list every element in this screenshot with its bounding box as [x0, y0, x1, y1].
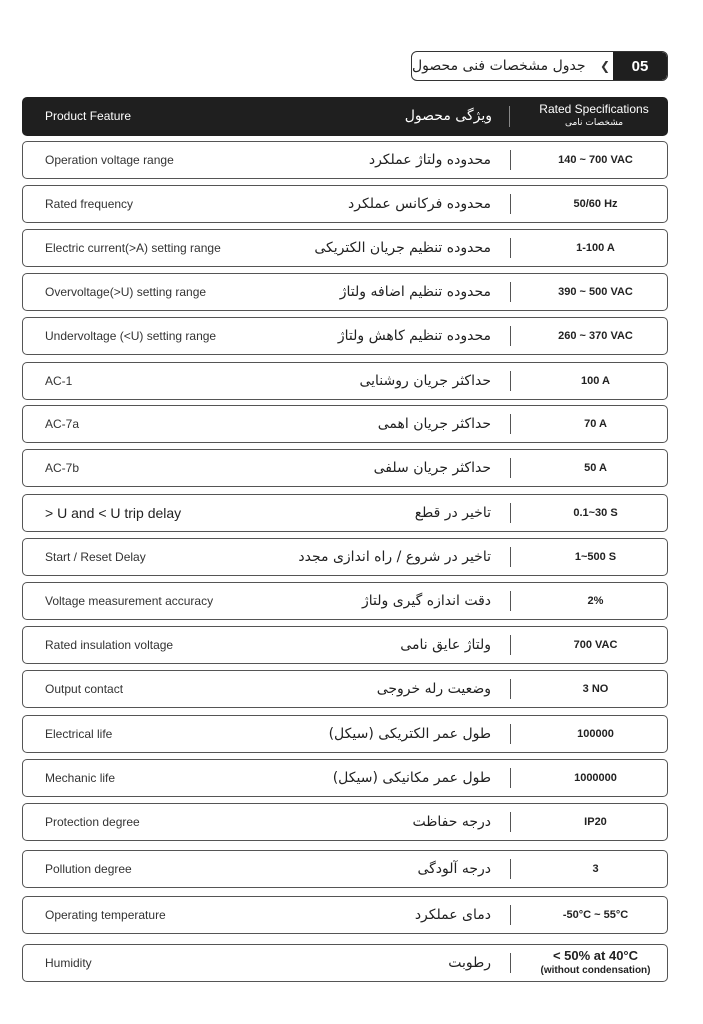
spec-value: 700 VAC — [573, 639, 618, 651]
table-row — [22, 670, 668, 708]
section-title: جدول مشخصات فنی محصول — [412, 58, 586, 74]
spec-value: 260 ~ 370 VAC — [558, 330, 633, 342]
spec-value: 2% — [587, 595, 604, 607]
feature-en: AC-7b — [45, 461, 80, 475]
feature-en: > U and < U trip delay — [45, 505, 182, 521]
feature-en: Mechanic life — [45, 771, 116, 785]
feature-en: Start / Reset Delay — [45, 550, 146, 564]
table-row — [22, 944, 668, 982]
row-divider — [510, 282, 511, 302]
feature-fa: حداکثر جریان روشنایی — [359, 373, 491, 389]
spec-value: 50/60 Hz — [573, 198, 618, 210]
feature-fa: درجه آلودگی — [417, 861, 491, 877]
feature-fa: درجه حفاظت — [412, 814, 491, 830]
feature-en: Protection degree — [45, 815, 140, 829]
feature-fa: محدوده تنظیم اضافه ولتاژ — [339, 284, 491, 300]
table-header — [22, 97, 668, 136]
row-divider — [510, 503, 511, 523]
feature-en: Electrical life — [45, 727, 113, 741]
feature-en: Humidity — [45, 956, 92, 970]
spec-value: 3 — [592, 863, 599, 875]
header-spec — [530, 101, 658, 129]
table-row — [22, 405, 668, 443]
spec-value: 70 A — [584, 418, 607, 430]
row-divider — [510, 194, 511, 214]
feature-fa: تاخیر در شروع / راه اندازی مجدد — [298, 549, 491, 565]
spec-value: 140 ~ 700 VAC — [558, 154, 633, 166]
table-row — [22, 896, 668, 934]
spec-value: 390 ~ 500 VAC — [558, 286, 633, 298]
table-row — [22, 715, 668, 753]
row-divider — [510, 458, 511, 478]
header-feature-fa: ویژگی محصول — [404, 108, 492, 124]
table-row — [22, 362, 668, 400]
row-divider — [510, 547, 511, 567]
feature-en: Undervoltage (<U) setting range — [45, 329, 217, 343]
row-divider — [510, 150, 511, 170]
feature-fa: طول عمر مکانیکی (سیکل) — [332, 770, 491, 786]
spec-value: 50 A — [584, 462, 607, 474]
table-row — [22, 626, 668, 664]
spec-value: IP20 — [584, 816, 607, 828]
feature-fa: تاخیر در قطع — [414, 505, 491, 521]
spec-value: 1-100 A — [576, 242, 615, 254]
section-number: 05 — [613, 52, 667, 80]
feature-en: AC-1 — [45, 374, 73, 388]
feature-fa: طول عمر الکتریکی (سیکل) — [328, 726, 491, 742]
feature-en: Operation voltage range — [45, 153, 174, 167]
table-row — [22, 494, 668, 532]
feature-en: Rated frequency — [45, 197, 134, 211]
row-divider — [510, 326, 511, 346]
table-row — [22, 317, 668, 355]
spec-value: 0.1~30 S — [573, 507, 618, 519]
chevron-left-icon: ❮ — [599, 59, 611, 73]
feature-en: Overvoltage(>U) setting range — [45, 285, 207, 299]
feature-en: Operating temperature — [45, 908, 166, 922]
row-divider — [510, 724, 511, 744]
feature-en: Electric current(>A) setting range — [45, 241, 221, 255]
spec-value-note: (without condensation) — [540, 965, 651, 976]
table-row — [22, 449, 668, 487]
table-row — [22, 759, 668, 797]
feature-en: Voltage measurement accuracy — [45, 594, 214, 608]
row-divider — [510, 859, 511, 879]
table-row — [22, 229, 668, 267]
row-divider — [510, 812, 511, 832]
spec-value: 3 NO — [582, 683, 609, 695]
table-row — [22, 538, 668, 576]
feature-fa: محدوده ولتاژ عملکرد — [368, 152, 491, 168]
header-spec-en: Rated Specifications — [539, 102, 649, 116]
feature-fa: محدوده فرکانس عملکرد — [348, 196, 491, 212]
spec-value: 1000000 — [574, 772, 617, 784]
header-spec-fa: مشخصات نامی — [564, 118, 624, 128]
feature-en: Output contact — [45, 682, 124, 696]
row-divider — [510, 768, 511, 788]
spec-value: 1~500 S — [574, 551, 617, 563]
feature-fa: حداکثر جریان اهمی — [377, 416, 491, 432]
spec-value: 100 A — [581, 375, 610, 387]
table-row — [22, 273, 668, 311]
spec-value — [523, 948, 668, 977]
spec-value: 100000 — [577, 728, 614, 740]
feature-fa: محدوده تنظیم کاهش ولتاژ — [337, 328, 491, 344]
table-row — [22, 141, 668, 179]
row-divider — [510, 953, 511, 973]
header-feature-en: Product Feature — [45, 109, 132, 123]
spec-value: -50°C ~ 55°C — [562, 909, 629, 921]
feature-en: AC-7a — [45, 417, 80, 431]
table-row — [22, 185, 668, 223]
feature-fa: دقت اندازه گیری ولتاژ — [362, 593, 491, 609]
feature-en: Rated insulation voltage — [45, 638, 174, 652]
spec-value-main: < 50% at 40°C — [552, 948, 639, 963]
section-heading — [411, 51, 668, 81]
row-divider — [510, 635, 511, 655]
table-row — [22, 803, 668, 841]
feature-fa: رطوبت — [448, 955, 491, 971]
table-row — [22, 582, 668, 620]
row-divider — [510, 414, 511, 434]
row-divider — [510, 905, 511, 925]
feature-en: Pollution degree — [45, 862, 132, 876]
row-divider — [510, 238, 511, 258]
feature-fa: ولتاژ عایق نامی — [400, 637, 491, 653]
row-divider — [510, 679, 511, 699]
row-divider — [510, 371, 511, 391]
row-divider — [510, 591, 511, 611]
table-row — [22, 850, 668, 888]
feature-fa: وضعیت رله خروجی — [376, 681, 491, 697]
feature-fa: حداکثر جریان سلفی — [373, 460, 491, 476]
feature-fa: دمای عملکرد — [414, 907, 491, 923]
feature-fa: محدوده تنظیم جریان الکتریکی — [314, 240, 491, 256]
header-divider — [509, 106, 510, 127]
